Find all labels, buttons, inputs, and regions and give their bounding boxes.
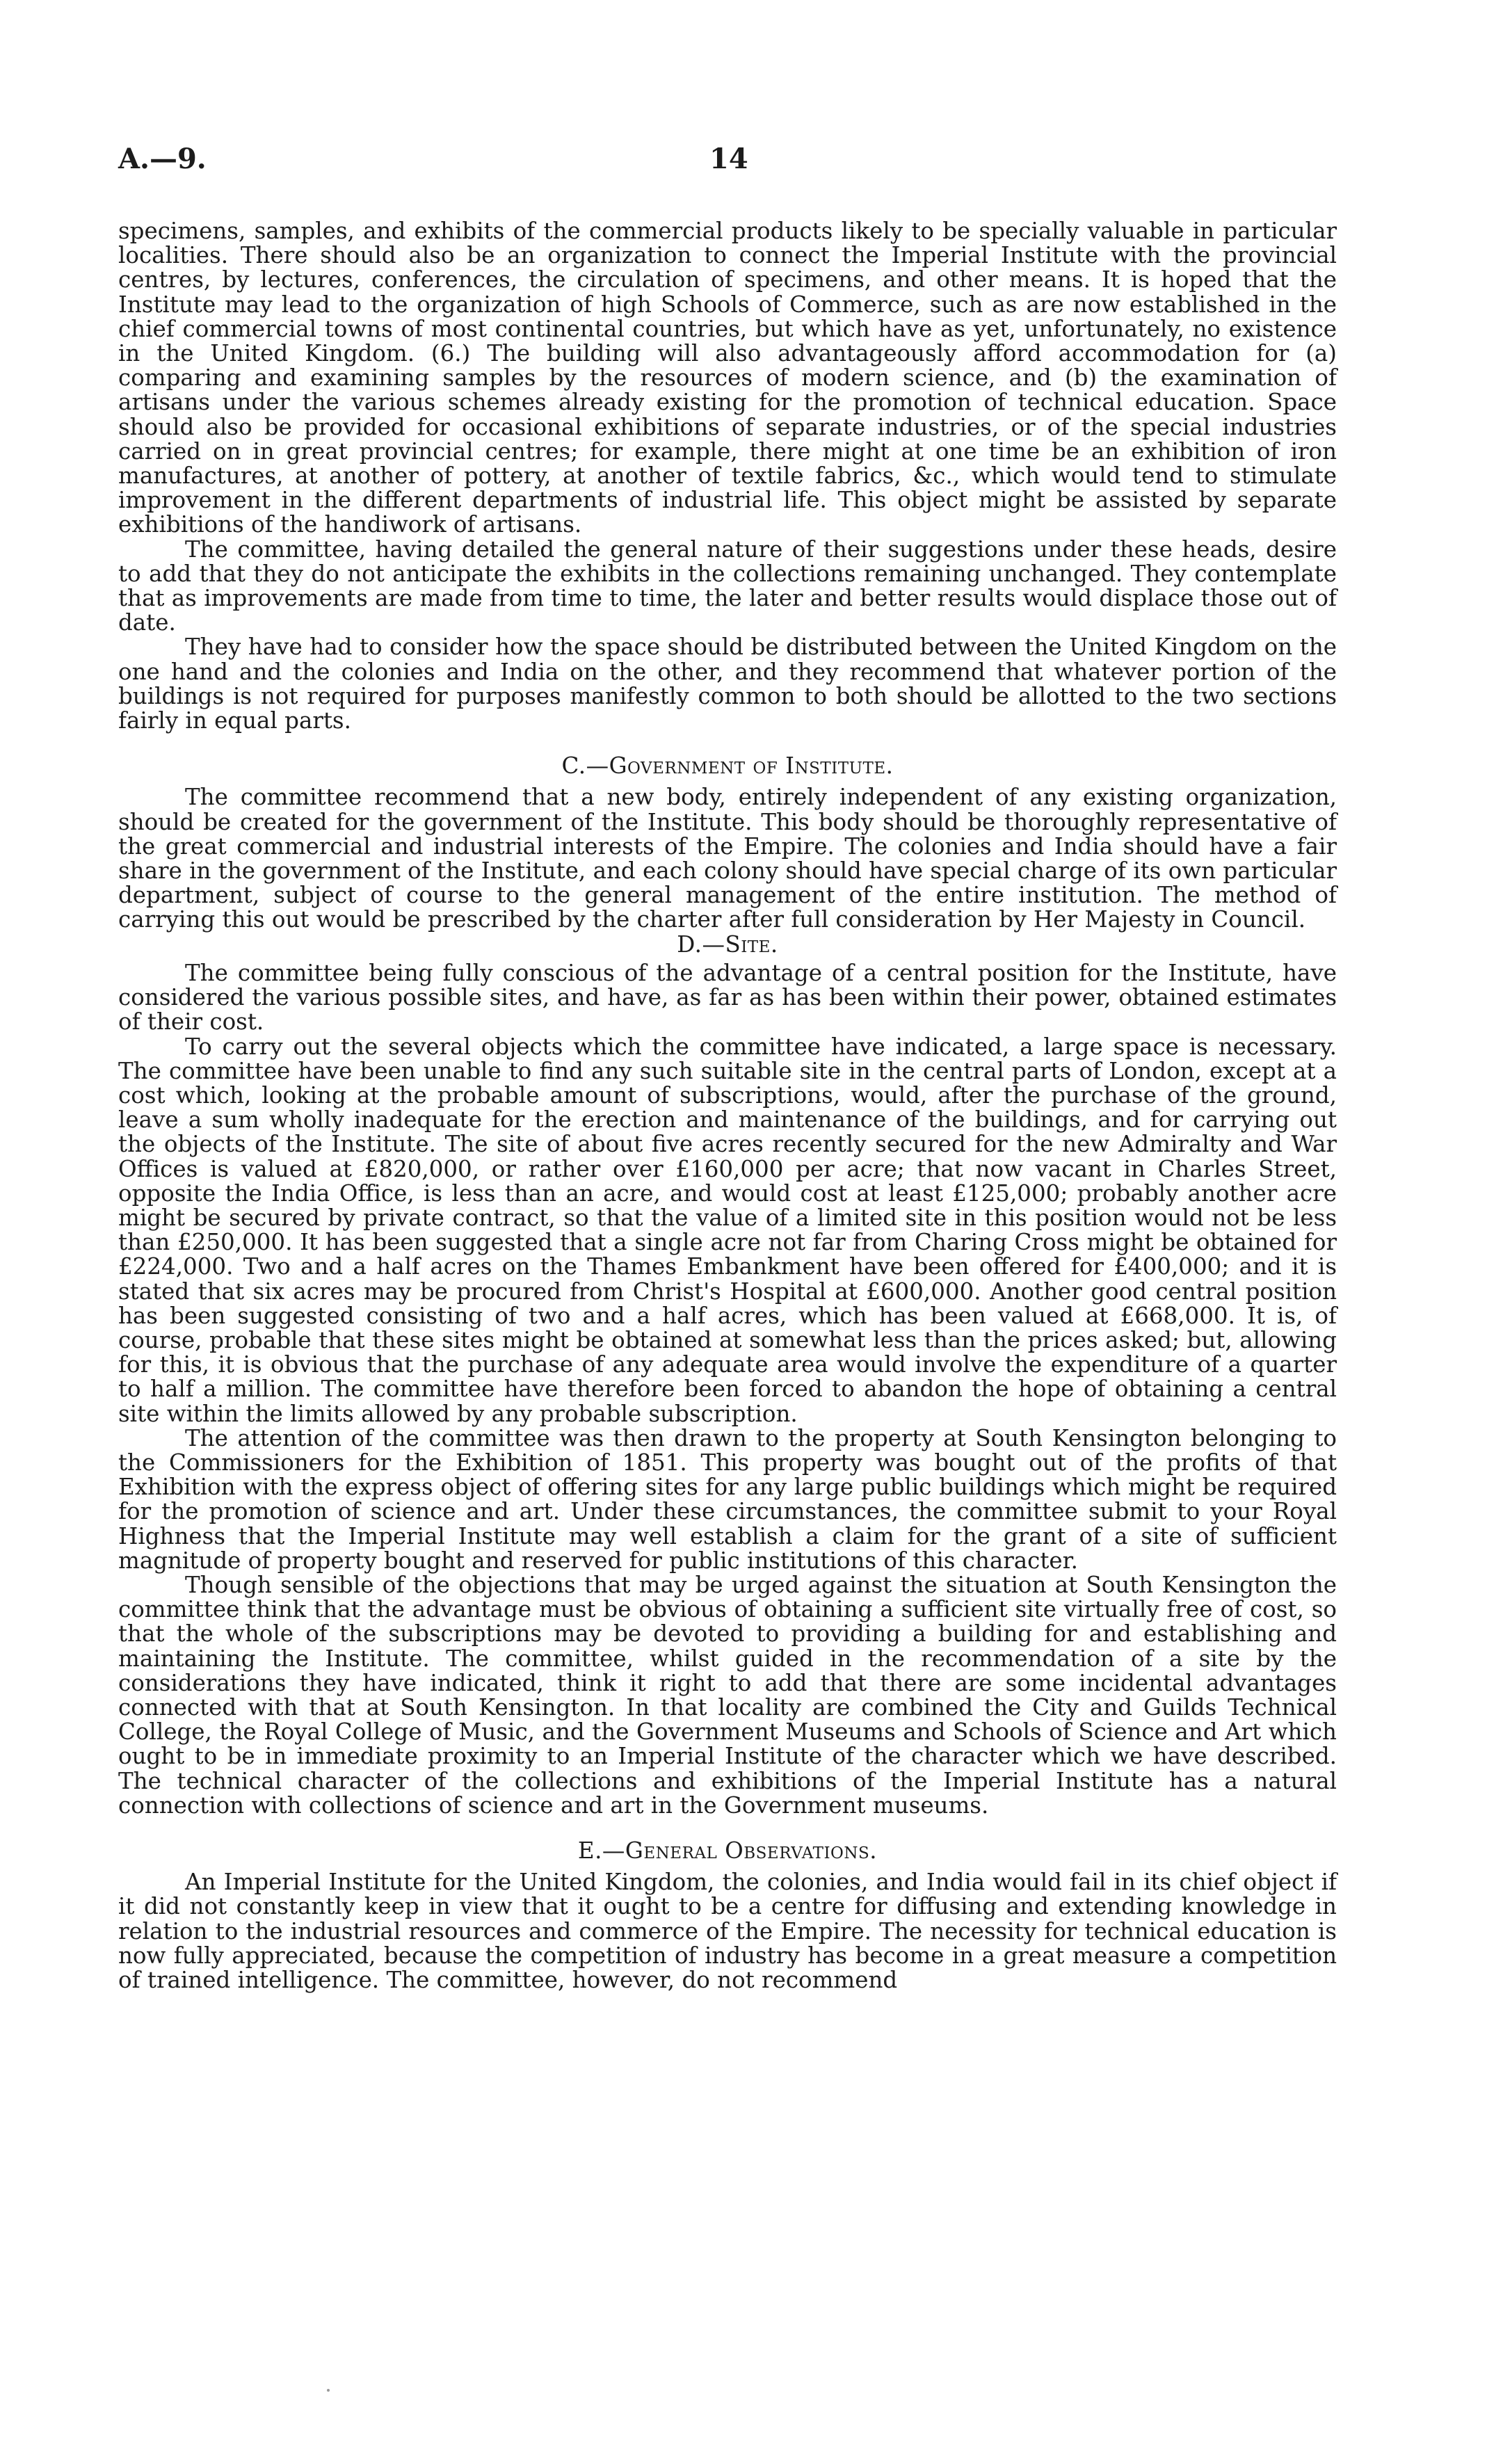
- paragraph: The committee being fully conscious of the advantage of a central position for the Institute, have considered the various possible sites, and have, as far as has been within their power, obtained estimates of their cost.: [118, 959, 1337, 1036]
- paragraph: The committee recommend that a new body, entirely independent of any existing organization, should be created for the government of the Institute. This body should be thoroughly representative of the great commercial and industrial interests of the Empire. The colonies and India should have a fair share in the government of the Institute, and each colony should have special charge of its own particular department, subject of course to the general management of the entire institution. The method of carrying this out would be prescribed by the charter after full consideration by Her Majesty in Council.: [118, 784, 1337, 933]
- section-heading-government: C.—Government of Institute.: [561, 752, 894, 780]
- paragraph: An Imperial Institute for the United Kingdom, the colonies, and India would fail in its chief object if it did not constantly keep in view that it ought to be a centre for diffusing and extending knowledge in relation to the industrial resources and commerce of the Empire. The necessity for technical education is now fully appreciated, because the competition of industry has become in a great measure a competition of trained intelligence. The committee, however, do not recommend: [118, 1869, 1337, 1994]
- paragraph: To carry out the several objects which the committee have indicated, a large space is necessary. The committee have been unable to find any such suitable site in the central parts of London, except at a cost which, looking at the probable amount of subscriptions, would, after the purchase of the ground, leave a sum wholly inadequate for the erection and maintenance of the buildings, and for carrying out the objects of the Institute. The site of about five acres recently secured for the new Admiralty and War Offices is valued at £820,000, or rather over £160,000 per acre; that now vacant in Charles Street, opposite the India Office, is less than an acre, and would cost at least £125,000; probably another acre might be secured by private contract, so that the value of a limited site in this position would not be less than £250,000. It has been suggested that a single acre not far from Charing Cross might be obtained for £224,000. Two and a half acres on the Thames Embankment have been offered for £400,000; and it is stated that six acres may be procured from Christ's Hospital at £600,000. Another good central position has been suggested consisting of two and a half acres, which has been valued at £668,000. It is, of course, probable that these sites might be obtained at somewhat less than the prices asked; but, allowing for this, it is obvious that the purchase of any adequate area would involve the expenditure of a quarter to half a million. The committee have therefore been forced to abandon the hope of obtaining a central site within the limits allowed by any probable subscription.: [118, 1033, 1337, 1427]
- paragraph: They have had to consider how the space should be distributed between the United Kingdom on the one hand and the colonies and India on the other, and they recommend that whatever portion of the buildings is not required for purposes manifestly common to both should be allotted to the two sections fairly in equal parts.: [118, 634, 1337, 734]
- paragraph: Though sensible of the objections that may be urged against the situation at South Kensington the committee think that the advantage must be obvious of obtaining a sufficient site virtually free of cost, so that the whole of the subscriptions may be devoted to providing a building for and establishing and maintaining the Institute. The committee, whilst guided in the recommendation of a site by the considerations they have indicated, think it right to add that there are some incidental advantages connected with that at South Kensington. In that locality are combined the City and Guilds Technical College, the Royal College of Music, and the Government Museums and Schools of Science and Art which ought to be in immediate proximity to an Imperial Institute of the character which we have described. The technical character of the collections and exhibitions of the Imperial Institute has a natural connection with collections of science and art in the Government museums.: [118, 1571, 1337, 1819]
- section-heading-general-observations: E.—General Observations.: [577, 1837, 878, 1864]
- document-reference: A.—9.: [118, 143, 207, 175]
- paragraph: The committee, having detailed the general nature of their suggestions under these heads, desire to add that they do not anticipate the exhibits in the collections remaining unchanged. They contemplate that as improvements are made from time to time, the later and better results would displace those out of date.: [118, 536, 1337, 636]
- scan-speck: [327, 2389, 330, 2392]
- page-header: [118, 143, 1335, 184]
- page-number: 14: [709, 143, 748, 175]
- paragraph: The attention of the committee was then drawn to the property at South Kensington belonging to the Commissioners for the Exhibition of 1851. This property was bought out of the profits of that Exhibition with the express object of offering sites for any large public buildings which might be required for the promotion of science and art. Under these circumstances, the committee submit to your Royal Highness that the Imperial Institute may well establish a claim for the grant of a site of sufficient magnitude of property bought and reserved for public institutions of this character.: [118, 1424, 1337, 1574]
- paragraph: specimens, samples, and exhibits of the commercial products likely to be specially valuable in particular localities. There should also be an organization to connect the Imperial Institute with the provincial centres, by lectures, conferences, the circulation of specimens, and other means. It is hoped that the Institute may lead to the organization of high Schools of Commerce, such as are now established in the chief commercial towns of most continental countries, but which have as yet, unfortunately, no existence in the United Kingdom. (6.) The building will also advantageously afford accommodation for (a) comparing and examining samples by the resources of modern science, and (b) the examination of artisans under the various schemes already existing for the promotion of technical education. Space should also be provided for occasional exhibitions of separate industries, or of the special industries carried on in great provincial centres; for example, there might at one time be an exhibition of iron manufactures, at another of pottery, at another of textile fabrics, &c., which would tend to stimulate improvement in the different departments of industrial life. This object might be assisted by separate exhibitions of the handiwork of artisans.: [118, 218, 1337, 538]
- section-heading-site: D.—Site.: [677, 931, 778, 958]
- document-body: [118, 219, 1337, 1992]
